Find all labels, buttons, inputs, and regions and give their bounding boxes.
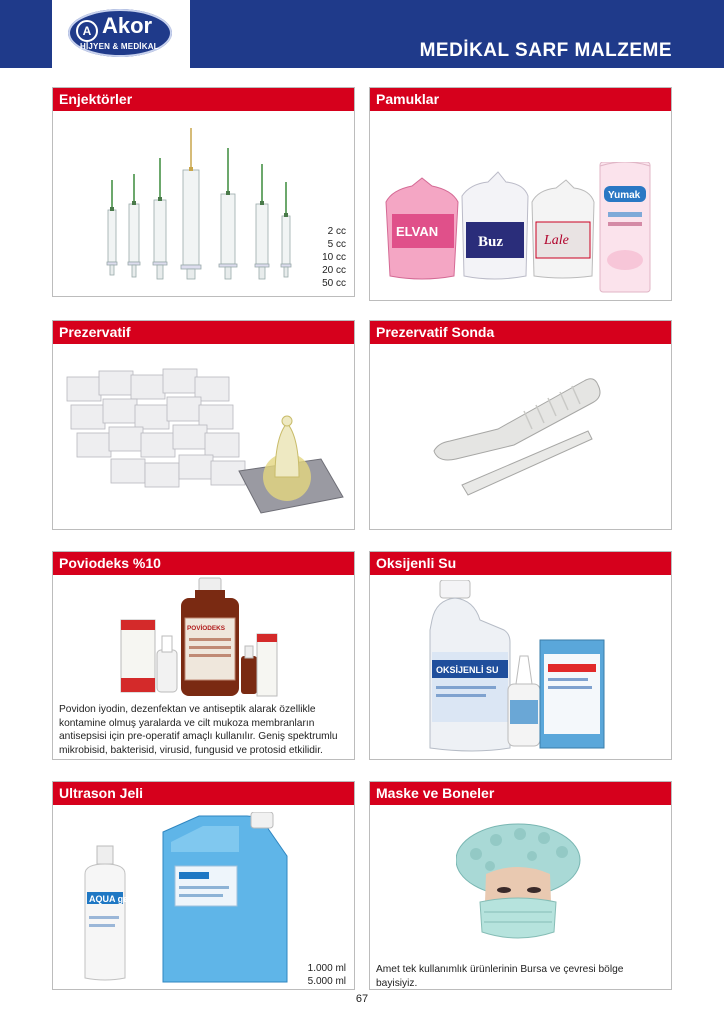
brand-label: Lale	[544, 233, 569, 248]
poviodeks-bottles-image	[119, 576, 279, 700]
panel-prezervatif-sonda	[369, 320, 672, 530]
brand-label: Yumak	[608, 190, 641, 201]
logo-name: Akor	[102, 13, 153, 38]
panel-title: Prezervatif	[53, 321, 354, 344]
panel-enjektorler	[52, 87, 355, 297]
page-title: MEDİKAL SARF MALZEME	[419, 40, 672, 61]
poviodeks-description: Povidon iyodin, dezenfektan ve antiseptik alarak özellikle kontamine olmuş yaralarda ve cilt mukoza membranların antisepsisi için pre-operatif amaçlı kullanılır. Geniş spektrumlu mikrobisid, bakterisid, virusid, fungusid ve protosid etkilidir.	[59, 704, 338, 756]
size-label: 20 cc	[322, 265, 346, 276]
bottle-label: AQUA gel	[89, 894, 131, 904]
logo-mark-icon: A	[76, 20, 98, 42]
panel-oksijenli-su	[369, 551, 672, 760]
gel-sizes	[308, 962, 346, 988]
size-label: 5 cc	[327, 239, 346, 250]
mask-and-cap-image	[456, 820, 586, 946]
size-label: 5.000 ml	[307, 976, 346, 987]
logo-oval	[68, 9, 172, 57]
panel-maske-boneler	[369, 781, 672, 990]
panel-title: Oksijenli Su	[370, 552, 671, 575]
brand-label: Buz	[478, 234, 504, 250]
panel-title: Prezervatif Sonda	[370, 321, 671, 344]
mask-description: Amet tek kullanımlık ürünlerinin Bursa ve çevresi bölge bayisiyiz.	[376, 964, 624, 989]
panel-title: Ultrason Jeli	[53, 782, 354, 805]
bottle-label: POVİODEKS	[187, 625, 225, 632]
syringes-image	[98, 120, 308, 280]
panel-title: Poviodeks %10	[53, 552, 354, 575]
bottle-label: OKSİJENLİ SU	[436, 665, 499, 675]
catheter-image	[428, 365, 618, 505]
size-label: 10 cc	[322, 252, 346, 263]
size-label: 50 cc	[322, 278, 346, 289]
panel-prezervatif	[52, 320, 355, 530]
page-number: 67	[355, 993, 369, 1005]
size-label: 2 cc	[327, 226, 346, 237]
oxygenated-water-image	[428, 580, 628, 756]
ultrasound-gel-image	[79, 812, 299, 987]
panel-ultrason-jeli	[52, 781, 355, 990]
syringe-sizes	[322, 225, 346, 290]
cotton-packs-image	[382, 162, 654, 296]
panel-title: Enjektörler	[53, 88, 354, 111]
panel-poviodeks	[52, 551, 355, 760]
panel-title: Maske ve Boneler	[370, 782, 671, 805]
size-label: 1.000 ml	[307, 963, 346, 974]
panel-title: Pamuklar	[370, 88, 671, 111]
panel-pamuklar	[369, 87, 672, 301]
logo-subtitle: HİJYEN & MEDİKAL	[80, 42, 159, 51]
brand-label: ELVAN	[396, 224, 439, 239]
logo	[52, 0, 190, 68]
condom-packs-image	[63, 367, 348, 517]
